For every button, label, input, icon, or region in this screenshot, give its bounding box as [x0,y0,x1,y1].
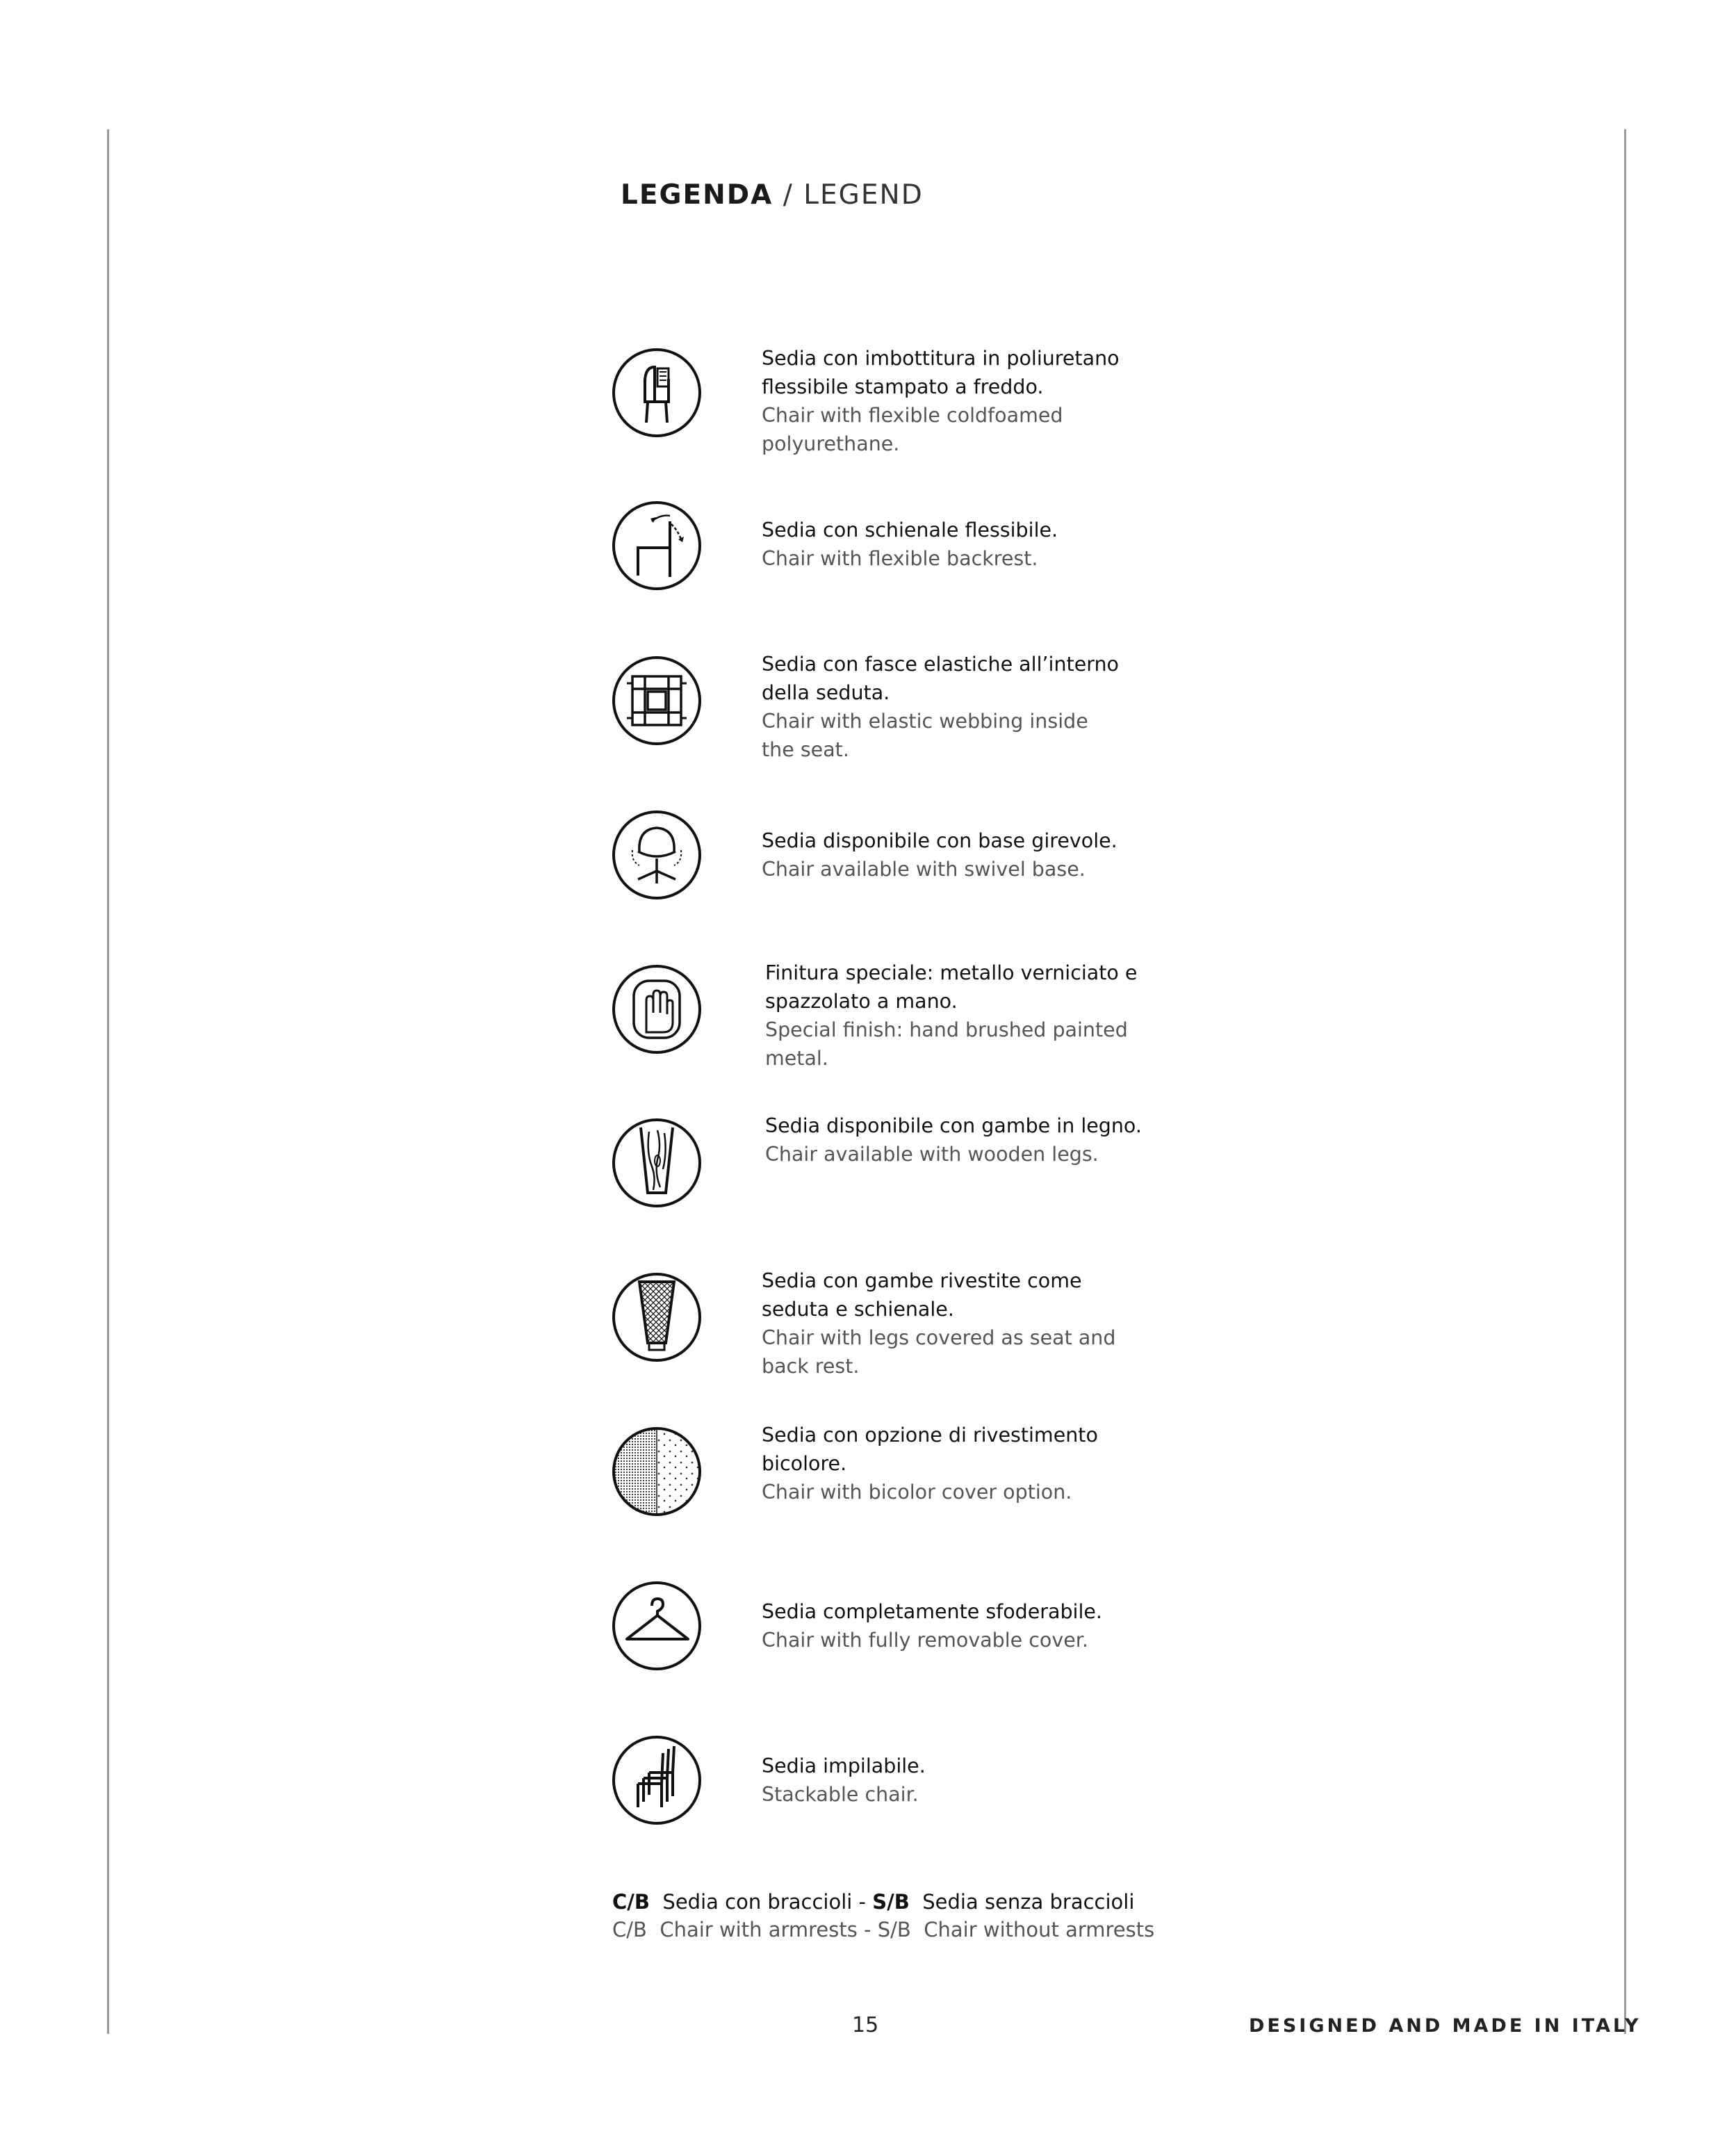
italian-line-1: Sedia completamente sfoderabile. [762,1600,1102,1623]
english-line-1: Chair with flexible coldfoamed [762,404,1063,427]
english-line-1: Chair with elastic webbing inside [762,710,1088,733]
wooden-leg-icon [612,1118,702,1208]
english-line-2: metal. [765,1047,828,1070]
legend-text [762,826,1151,883]
legend-text [762,1597,1151,1654]
english-line-1: Chair with legs covered as seat and [762,1326,1116,1349]
legend-item-elastic-webbing [0,653,1736,761]
english-line-1: Chair with bicolor cover option. [762,1481,1072,1504]
italian-line-1: Sedia con imbottitura in poliuretano [762,347,1120,370]
armrest-note [612,1888,1154,1944]
title-english: LEGEND [803,179,924,211]
legend-item-removable-cover [0,1581,1736,1678]
legend-text [762,516,1151,573]
footer-tagline: DESIGNED AND MADE IN ITALY [1249,2015,1641,2037]
cb-code: C/B [612,1890,650,1914]
page-title [621,179,924,211]
english-line-2: polyurethane. [762,432,900,455]
legend-text [762,1266,1151,1380]
legend-item-wooden-legs [0,1114,1736,1215]
legend-text [762,1421,1151,1506]
italian-line-1: Sedia con opzione di rivestimento [762,1424,1098,1447]
italian-line-1: Sedia con schienale flessibile. [762,519,1058,541]
english-line-1: Chair available with wooden legs. [765,1143,1099,1166]
legend-text [765,1111,1154,1168]
swivel-base-icon [612,810,702,900]
legend-item-flexible-backrest [0,500,1736,598]
sb-code: S/B [872,1890,910,1914]
italian-line-2: seduta e schienale. [762,1298,954,1321]
italian-line-1: Sedia impilabile. [762,1754,926,1777]
armrest-note-english: C/B Chair with armrests - S/B Chair without armrests [612,1918,1155,1941]
english-line-1: Chair with flexible backrest. [762,547,1038,570]
armrest-note-italian [612,1888,1154,1916]
covered-leg-icon [612,1272,702,1362]
italian-line-1: Sedia disponibile con gambe in legno. [765,1114,1142,1137]
page-number: 15 [852,2013,879,2037]
english-line-1: Special finish: hand brushed painted [765,1018,1128,1041]
italian-line-2: della seduta. [762,681,890,704]
legend-text [765,959,1154,1073]
hanger-icon [612,1581,702,1671]
bicolor-cover-icon [612,1426,702,1517]
legend-item-bicolor-cover [0,1426,1736,1524]
stackable-chairs-icon [612,1735,702,1825]
italian-line-1: Finitura speciale: metallo verniciato e [765,961,1138,984]
legend-item-swivel-base [0,810,1736,907]
legend-item-covered-legs [0,1269,1736,1378]
title-separator: / [783,179,794,211]
legend-text [762,1752,1151,1809]
italian-line-2: spazzolato a mano. [765,990,958,1013]
legend-item-cold-foam [0,347,1736,455]
hand-brushed-icon [612,964,702,1054]
italian-line-1: Sedia disponibile con base girevole. [762,829,1117,852]
italian-line-1: Sedia con gambe rivestite come [762,1269,1082,1292]
english-line-2: back rest. [762,1355,860,1378]
cb-italian: Sedia con braccioli - [662,1890,866,1914]
legend-item-stackable [0,1735,1736,1832]
italian-line-1: Sedia con fasce elastiche all’interno [762,653,1119,676]
english-line-1: Chair available with swivel base. [762,858,1086,881]
title-italian: LEGENDA [621,179,773,211]
english-line-2: the seat. [762,738,849,761]
legend-text [762,650,1151,764]
elastic-webbing-icon [612,655,702,746]
english-line-1: Chair with fully removable cover. [762,1629,1088,1652]
sb-italian: Sedia senza braccioli [922,1890,1135,1914]
flexible-backrest-icon [612,500,702,591]
italian-line-2: bicolore. [762,1452,847,1475]
cold-foam-chair-icon [612,348,702,438]
legend-item-hand-brushed [0,961,1736,1070]
english-line-1: Stackable chair. [762,1783,919,1806]
italian-line-2: flessibile stampato a freddo. [762,375,1044,398]
legend-text [762,344,1151,458]
